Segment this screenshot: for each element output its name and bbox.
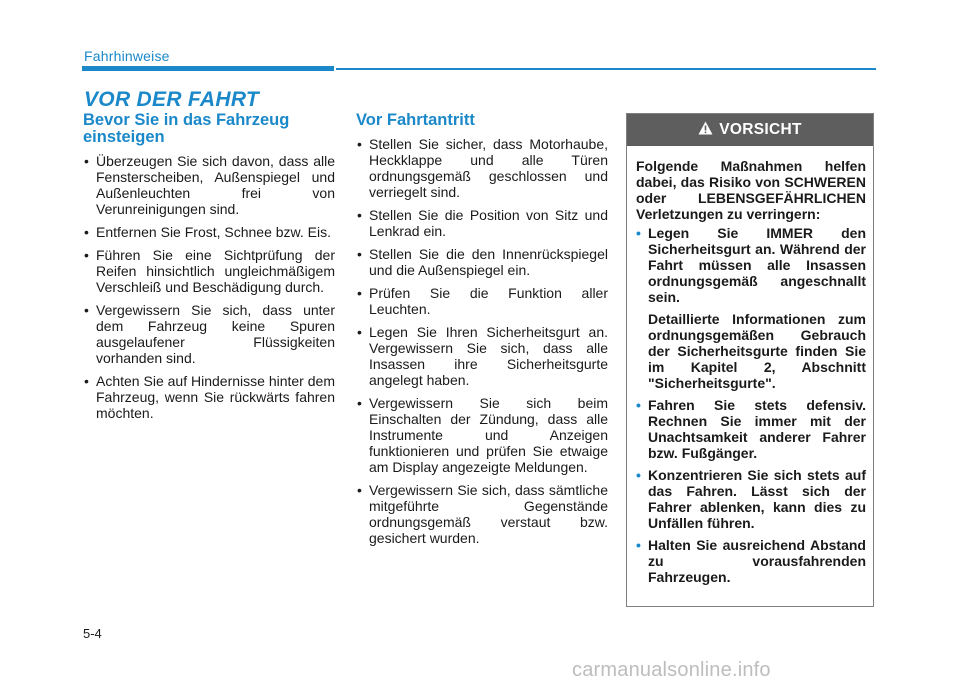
warning-item <box>636 225 866 391</box>
page-number: 5-4 <box>83 626 102 641</box>
header-rule-thin <box>336 68 876 70</box>
middle-column <box>356 112 608 553</box>
warning-item-text: Halten Sie ausreichend Abstand zu vorausfahrenden Fahrzeugen. <box>648 537 866 585</box>
watermark: carmanualsonline.info <box>572 659 771 681</box>
list-item: • Stellen Sie die Position von Sitz und Lenkrad ein. <box>356 207 608 239</box>
list-item: • Vergewissern Sie sich beim Einschalten der Zündung, dass alle Instrumente und Anzeigen funktionieren und prüfen Sie etwaige am Display angezeigte Meldungen. <box>356 395 608 475</box>
list-item: • Entfernen Sie Frost, Schnee bzw. Eis. <box>83 224 335 240</box>
list-item: • Achten Sie auf Hindernisse hinter dem Fahrzeug, wenn Sie rückwärts fahren möchten. <box>83 373 335 421</box>
warning-item-text: Fahren Sie stets defensiv. Rechnen Sie immer mit der Unachtsamkeit anderer Fahrer bzw. Fußgänger. <box>648 397 866 461</box>
warning-item-text: Konzentrieren Sie sich stets auf das Fahren. Lässt sich der Fahrer ablenken, kann dies zu Unfällen führen. <box>648 467 866 531</box>
left-heading: Bevor Sie in das Fahrzeug einsteigen <box>83 111 290 146</box>
warning-title: VORSICHT <box>719 121 802 138</box>
list-item: • Überzeugen Sie sich davon, dass alle Fensterscheiben, Außenspiegel und Außenleuchten frei von Verunreinigungen sind. <box>83 153 335 217</box>
warning-header <box>627 114 873 146</box>
warning-triangle-icon <box>698 121 713 140</box>
list-item: • Vergewissern Sie sich, dass unter dem Fahrzeug keine Spuren ausgelaufener Flüssigkeiten vorhanden sind. <box>83 302 335 366</box>
header-rule-thick <box>82 66 334 71</box>
left-column <box>83 112 335 428</box>
list-item: • Führen Sie eine Sichtprüfung der Reifen hinsichtlich ungleichmäßigem Verschleiß und Beschädigung durch. <box>83 247 335 295</box>
list-item: • Legen Sie Ihren Sicherheitsgurt an. Vergewissern Sie sich, dass alle Insassen ihre Sicherheitsgurte angelegt haben. <box>356 324 608 388</box>
list-item: • Prüfen Sie die Funktion aller Leuchten. <box>356 285 608 317</box>
page-title: VOR DER FAHRT <box>84 88 260 111</box>
warning-intro: Folgende Maßnahmen helfen dabei, das Risiko von SCHWEREN oder LEBENSGEFÄHRLICHEN Verletzungen zu verringern: <box>636 158 866 222</box>
warning-body <box>627 146 873 585</box>
warning-list <box>636 225 866 585</box>
warning-box <box>626 113 874 607</box>
list-item: • Stellen Sie sicher, dass Motorhaube, Heckklappe und alle Türen ordnungsgemäß geschlossen und verriegelt sind. <box>356 136 608 200</box>
warning-item <box>636 537 866 585</box>
section-label: Fahrhinweise <box>84 48 170 64</box>
warning-item-text: Legen Sie IMMER den Sicherheitsgurt an. Während der Fahrt müssen alle Insassen ordnungsgemäß angeschnallt sein. <box>648 225 866 305</box>
warning-item-sub: Detaillierte Informationen zum ordnungsgemäßen Gebrauch der Sicherheitsgurte finden Sie im Kapitel 2, Abschnitt "Sicherheitsgurte". <box>648 311 866 391</box>
middle-heading: Vor Fahrtantritt <box>356 111 475 129</box>
middle-list <box>356 136 608 546</box>
warning-item <box>636 467 866 531</box>
list-item: • Stellen Sie die den Innenrückspiegel und die Außenspiegel ein. <box>356 246 608 278</box>
left-list <box>83 153 335 421</box>
list-item: • Vergewissern Sie sich, dass sämtliche mitgeführte Gegenstände ordnungsgemäß verstaut bzw. gesichert wurden. <box>356 482 608 546</box>
warning-item <box>636 397 866 461</box>
